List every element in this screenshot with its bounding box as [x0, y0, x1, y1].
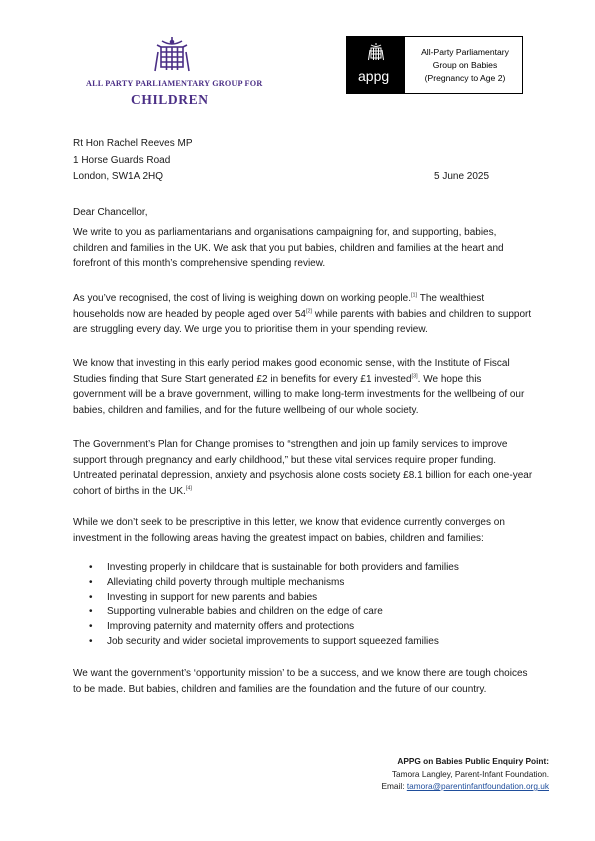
- list-item-text: Supporting vulnerable babies and children on the edge of care: [107, 606, 383, 618]
- priority-list: [73, 561, 553, 650]
- paragraph-1: We write to you as parliamentarians and organisations campaigning for, and supporting, babies, children and families in the UK. We ask that you put babies, children and families at the heart and forefront of this month’s comprehensive spending review.: [73, 227, 504, 269]
- salutation: Dear Chancellor,: [73, 207, 148, 218]
- list-item: [73, 591, 553, 606]
- paragraph-6: We want the government’s ‘opportunity mission’ to be a success, and we know there are tough choices to be made. But babies, children and families are the foundation and the future of our country.: [73, 668, 528, 695]
- portcullis-icon: [154, 36, 190, 74]
- paragraph-4-part-a: The Government’s Plan for Change promises to “strengthen and join up family services to improve support through pregnancy and early childhood,” but these vital services require proper funding. Untreated perinatal depression, anxiety and psychosis alone costs society £8.1 billion for each one-year cohort of births in the UK.: [73, 439, 533, 497]
- enquiry-heading: APPG on Babies Public Enquiry Point:: [397, 756, 549, 766]
- paragraph-3: [73, 356, 533, 418]
- list-item-text: Investing in support for new parents and babies: [107, 591, 318, 603]
- appg-babies-line3: (Pregnancy to Age 2): [424, 73, 506, 83]
- letter-date: 5 June 2025: [434, 171, 490, 182]
- email-link[interactable]: tamora@parentinfantfoundation.org.uk: [406, 781, 549, 791]
- portcullis-icon: [368, 43, 384, 61]
- bullet-icon: •: [89, 591, 93, 603]
- paragraph-2-part-b: The wealthiest households now are headed by people aged over 54: [73, 293, 485, 320]
- bullet-icon: •: [89, 621, 93, 633]
- appg-children-logo: [70, 36, 270, 116]
- list-item: [73, 561, 553, 576]
- paragraph-2-part-a: As you’ve recognised, the cost of living is weighing down on working people.: [73, 293, 411, 304]
- footnote-ref-2[interactable]: [2]: [305, 308, 313, 315]
- enquiry-point: [381, 755, 549, 793]
- enquiry-email-line: [381, 780, 549, 793]
- bullet-icon: •: [89, 635, 93, 647]
- paragraph-3-part-a: We know that investing in this early period makes good economic sense, with the Institute of Fiscal Studies finding that Sure Start generated £2 in benefits for every £1 invested: [73, 358, 510, 385]
- appg-wordmark: appg: [358, 68, 390, 84]
- appg-mark-panel: [347, 37, 405, 93]
- footnote-ref-3[interactable]: [3]: [411, 373, 418, 380]
- list-item-text: Investing properly in childcare that is sustainable for both providers and families: [107, 562, 459, 573]
- paragraph-2-part-c: while parents with babies and children to support are struggling every day. We urge you to prioritise them in your spending review.: [73, 308, 532, 335]
- paragraph-2: [73, 291, 533, 338]
- paragraph-5: While we don’t seek to be prescriptive in this letter, we know that evidence currently converges on investment in the following areas having the greatest impact on babies, children and families:: [73, 517, 505, 544]
- bullet-icon: •: [89, 576, 93, 588]
- bullet-icon: •: [89, 562, 93, 573]
- recipient-address: [73, 136, 193, 186]
- footnote-ref-1[interactable]: [1]: [410, 292, 418, 299]
- appg-babies-line2: Group on Babies: [432, 60, 498, 70]
- bullet-icon: •: [89, 606, 93, 618]
- list-item: [73, 576, 553, 591]
- appg-babies-title: [411, 46, 519, 85]
- list-item: [73, 605, 553, 620]
- org-name: CHILDREN: [131, 92, 209, 107]
- list-item-text: Job security and wider societal improvements to support squeezed families: [107, 635, 439, 647]
- list-item-text: Improving paternity and maternity offers and protections: [107, 621, 355, 633]
- list-item: [73, 635, 553, 650]
- recipient-street: 1 Horse Guards Road: [73, 154, 171, 166]
- list-item-text: Alleviating child poverty through multiple mechanisms: [107, 576, 345, 588]
- footnote-ref-4[interactable]: [4]: [185, 485, 192, 492]
- appg-babies-line1: All-Party Parliamentary: [421, 47, 509, 57]
- paragraph-3-part-b: . We hope this government will be a brave government, willing to make long-term investments for the wellbeing of our babies, children and families, and for the future wellbeing of our whole society.: [73, 373, 525, 416]
- paragraph-4: [73, 437, 533, 499]
- recipient-name: Rt Hon Rachel Reeves MP: [73, 138, 193, 149]
- email-label: Email:: [381, 781, 407, 791]
- appg-babies-logo: [346, 36, 523, 94]
- recipient-city: London, SW1A 2HQ: [73, 171, 164, 182]
- list-item: [73, 620, 553, 635]
- enquiry-contact: Tamora Langley, Parent-Infant Foundation.: [391, 768, 549, 779]
- org-line: ALL PARTY PARLIAMENTARY GROUP FOR: [86, 79, 263, 88]
